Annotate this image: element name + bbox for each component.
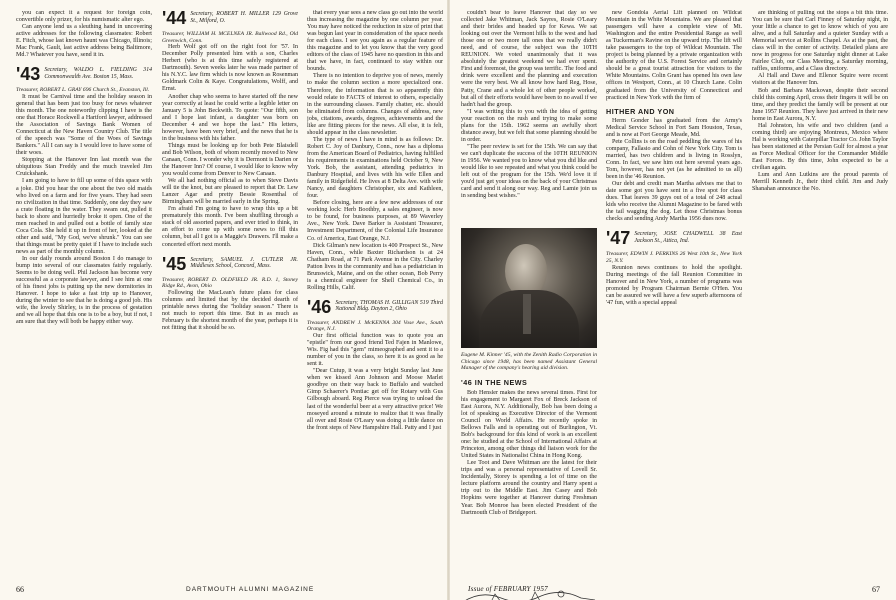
paragraph: Before closing, here are a few new addresses of our working lock: Herb Boothby, a sales engineer, is now to be found, for business purposes, at 89 Waverley Ave., New York. Dave Barker is Assistant Treasurer, Investment Department, of the Colonial Life Insurance Co. of America, East Orange, N.J. <box>307 200 443 242</box>
class-year: '45 <box>162 253 187 274</box>
paragraph: The type of news I have in mind is as follows: Dr. Robert C. Joy of Danbury, Conn., now has a diploma from the American Board of Pediatrics, having fulfilled his requirements in examinations held October 9, New York. Bob, the assistant, attending pediatrics in Danbury Hospital, and lives with his wife Ellen and family in Ridgefield. He lives at 8 Delta Ave. with wife Nancy, and daughters Christopher, six and Kathleen, four. <box>307 136 443 200</box>
paragraph: Things must be looking up for both Pete Blaisdell and Bob Wilson, both of whom recently moved to New Canaan, Conn. I wonder why it is Dermont is Darien or the Hanover Inn? Of course, I would like to know why you would come from Denver to New Canaan. <box>162 142 298 178</box>
class-year: '44 <box>162 10 187 28</box>
paragraph: Lum and Ann Lutkins are the proud parents of Merrill Kenneth Jr., their third child. Jim and Judy Shanahan announce the No. <box>752 172 888 193</box>
paragraph: Bob Hensler makes the news several times. First for his engagement to Margaret Fox of Breck Jackson of East Aurora, N.Y. Additionally, Bob has been doing a lot of speaking as Executive Director of the Vermont Council on World Affairs. He recently spoke in Bellows Falls and is operating out of Burlington, Vt. Bob's background for this kind of work is an excellent one: he studied at the School of International Affairs at Princeton, among other things did liaison work for the United States in Nationalist China in Hong Kong. <box>461 389 597 460</box>
paragraph: you can expect it a request for foreign coin, convertible only prizer, for his numismatic alter ego. <box>16 10 152 24</box>
class-secretary: Secretary, ROBERT H. MILLER 129 Grove St., Milford, O. <box>190 11 298 24</box>
class-year: '47 <box>606 228 631 249</box>
class-treasurer: Treasurer, ROBERT L. GRAY 696 Church St., Evanston, Ill. <box>16 87 150 94</box>
class-year: '43 <box>16 64 41 85</box>
paragraph: that every year sees a new class go out into the world thus increasing the magazine by one column per year. You may have noticed the reduction in size of print that was begun last year in consideration of the space needs for each class. I see you again as a regular feature of this magazine and to let you know that the very good editors of the class of 1945 have no question in this and that we have, in fact, continued to stay within our bounds. <box>307 10 443 73</box>
paragraph: There is no intention to deprive you of news, merely to make the column section a more specialized one. Therefore, the information that is so apparently thin would relate to FACTS of interest to others, especially in the surrounding classes. Family chatter, etc. should be eliminated from columns. Changes of address, new jobs, citations, awards, degrees, achievements and the like are fitting pieces for the news. All else, it is felt, should appear in the class newsletter. <box>307 73 443 136</box>
portrait-photo <box>461 228 597 348</box>
paragraph: "I was writing this to you with the idea of getting your reaction on the rush and trying to make some plans for the 15th. 1962 seems an awfully short distance away, but we felt that some planning should be in order. <box>461 108 597 143</box>
class-heading-1943 <box>16 64 152 85</box>
paragraph: Al Hall and Dave and Ellenor Squire were recent visitors at the Hanover Inn. <box>752 73 888 87</box>
class-secretary: Secretary, THOMAS H. GILLIGAN 519 Third National Bldg. Dayton 2, Ohio <box>335 299 443 313</box>
paragraph: "Dear Cutup, it was a very bright Sunday last June when we kissed Ann Johnson and Moose Marlet goodbye on their way back to Buffalo and watched Gimp Schaerer's Pontiac get off for Rotary with Gus Gilbough aboard. Reg Pierce was trying to unload the last of the wonderful beer at a very attractive price! We moseyed around a minute to realize that it was finally all over and Rosie O'Leary was doing a little dance on the front steps of New Hampshire Hall. Patty and I just <box>307 368 443 431</box>
paragraph: It must be Carnival time and the holiday season in general that has been just too busy for news whatever this month. The one noteworthy clipping I have is the one that Horace Rockwell a Hartford lawyer, addressed the Association of Savings Bank Women of Connecticut at the New Haven Country Club. The title of the speech was "Some of the Woes of Savings Bankers." All I can say is I would love to have some of their woes. <box>16 93 152 157</box>
class-treasurer: Treasurer, ANDREW J. McKENNA 304 Vose Ave., South Orange, N.J. <box>307 319 443 333</box>
paragraph: Herb Wolf got off on the right foot for '57. In December Polly presented him with a son, Charles Herbert (who is at this time safely registered at Dartmouth). Seven weeks later he was made partner of his N.Y.C. law firm which is now known as Rosenman Goldmark Colin & Kaye. Congratulations, Wolff, and Ernst. <box>162 44 298 93</box>
class-treasurer: Treasurer, EDWIN J. PERKINS 26 West 10th St., New York 25, N.Y. <box>606 251 742 264</box>
paragraph: I am going to have to fill up some of this space with a joke. Did you hear the one about the two old maids who lived on a farm and for five years. They had seen no civilization in that time. Suddenly, one day they saw a crate floating in the water. They swam out, pulled it back to shore and hurriedly broke it open. One of the men reached in and pulled out a bottle of family size Coca Cola. She held it up in front of her, looked at the other and said, "My God, we've shrunk." You can see that things must be pretty quiet if I have to include such news as part of the monthly column. <box>16 178 152 255</box>
magazine-name: DARTMOUTH ALUMNI MAGAZINE <box>186 586 315 593</box>
class-secretary: Secretary, JOSE CHADWELL 38 East Jackson St., Attica, Ind. <box>634 231 742 244</box>
class-heading-1947 <box>606 228 742 249</box>
class-heading-1945 <box>162 253 298 274</box>
paragraph: Dick Gilman's new location is 400 Prospect St., New Haven, Conn., while Baxter Richardson is at 24 Chatham Road, at 71 Park Avenue in the City. Charley Patton lives in the community and has a pediatrician in Brunswick, Maine, and on the other ocean, Bob Perry is a chemical engineer for Shell Chemical Co., in Rolling Hills, Calif. <box>307 242 443 291</box>
page-number-left: 66 <box>16 585 24 594</box>
paragraph: are thinking of pulling out the stops a bit this time. You can be sure that Carl Finney of Saturday night, in your little a chance to get to know which of you are alive, and a full Saturday and a quieter Sunday with a Memorial service at Rollins Chapel. As at the past, the class will in the center of activity. Detailed plans are now in progress for one Saturday night dinner at Lake Fairlee Club, our Class Meeting, a Saturday morning, raffles, uniforms, and a Class directory. <box>752 10 888 73</box>
class-treasurer: Treasurer, ROBERT D. OLDFIELD JR. R.D. 1, Stoney Ridge Rd., Avon, Ohio <box>162 276 298 290</box>
paragraph: new Gondola Aerial Lift planned on Wildcat Mountain in the White Mountains. We are pleased that passengers will have a complete view of Mt. Washington and the entire Presidential Range as well as Tuckerman's Ravine on the upward trip. The lift will take passengers to the top of Wildcat Mountain. The project is being planned by a private organization with the authority of the U.S. Forest Service and certainly should be a great tourist attraction for visitors to the White Mountains. Colin Grant has opened his own law offices in Westport, Conn., at 10 Church Lane. Colin graduated from the University of Connecticut and practiced in New York with the firm of <box>606 10 742 101</box>
paragraph: Our first official function was to quote you an "epistle" from our good friend Ted Fajen in Manlowe, Wis. Fig had this "gem" mimeographed and sent it to a number of you in the class, so here it is as good as he sent it. <box>307 333 443 368</box>
section-header-hither-and-yon: HITHER AND YON <box>606 106 675 116</box>
column-5 <box>606 10 742 578</box>
paragraph: Herm Gonder has graduated from the Army's Medical Service School in Fort Sam Houston, Texas, and is now at Fort George Meade, Md. <box>606 117 742 138</box>
news-body <box>461 390 597 580</box>
paragraph: Our debt and credit man Martha advises me that to date some got you have sent in a five spot for class dues. That leaves 39 guys out of a total of 248 actual kids who receive the Alumni Magazine to be fared with the tail wagging the dog. Let those Christmas bonus checks and sending Andy Martha 1956 dues now. <box>606 181 742 223</box>
column-2 <box>162 10 298 578</box>
page-gutter <box>447 0 450 600</box>
paragraph: Following the MacLean's future plans for class columns and limited that by the decided dearth of printable news during the "holiday season." There is not much to report this time. But in as much as February is the shortest month of the year, perhaps it is not fitting that it should be so. <box>162 289 298 331</box>
paragraph: We all had nothing official as to when Steve Davis will tie the knot, but are pleased to report that Dr. Lew Lanzer Agar and pretty Bessie Rosenthal of Birmingham will be married early in the Spring. <box>162 178 298 206</box>
column-1 <box>16 10 152 578</box>
paragraph: Lee Toot and Dave Whitman are the latest for their trips and was a personal representative of Lovell Sr. Incidentally, Storey is spending a lot of time on the lecture platform around the country and Harry spent a trip out to the Middle East. Jim Casey and Bob Hopkins were together at Hanover during Freshman Year. Bob Monroe has been elected President of the Dartmouth Club of Bridgeport. <box>461 460 597 516</box>
paragraph: couldn't bear to leave Hanover that day so we collected Jake Whitman, Jack Sayres, Rosie O'Leary and their brides and headed up for Kewa. We sat looking out over the Vermont hills to the west and had those one or two more tall ones that we really didn't need, and of course, the subject was the 10TH REUNION. We voted unanimously that it was absolutely the greatest weekend we had ever spent. First and foremost, the group was terrific. The food and drink were excellent and the planning and execution were the very best. We all know how hard Reg, Hose, Patty, Crane and a whole lot of other people worked, but all of their efforts would have been to no avail if we hadn't had the group. <box>461 10 597 108</box>
section-header-46-in-the-news: '46 IN THE NEWS <box>461 377 528 387</box>
page-number-right: 67 <box>872 585 880 594</box>
photo-caption: Eugene M. Kinner '45, with the Zenith Radio Corporation in Chicago since 1948, has been named Assistant General Manager of the company's hearing aid division. <box>461 352 597 372</box>
paragraph: Pete Collins is on the road peddling the wares of his company, Fallasio and Cohn of New York City. Tom is married, has two children and is living in Rosslyn, Conn. In fact, we saw him out here several years ago. Tom, however, has not yet (as he admitted to us all) been in the '46 Reunion. <box>606 138 742 181</box>
paragraph: Hal Johnston, his wife and two children (and a coming third) are enjoying Montreux, Mexico where Hal is working with Caterpillar Tractor Co. John Taylor has been stationed at the Persian Gulf for almost a year as Force Medical Officer for the Commander Middle East Forces. By this time, John expected to be a civilian again. <box>752 122 888 172</box>
class-heading-1946 <box>307 296 443 317</box>
paragraph: Another chap who seems to have started off the new year correctly at least he could write a legible letter on January 5 is John Beckwith. To quote: "Our fifth, son and I hope last infant, a daughter was born on December 4 and we hope the last." His letters, however, have been very brief, and the news that he is in the business with his father. <box>162 93 298 142</box>
class-heading-1944 <box>162 10 298 26</box>
portrait-tie <box>523 294 531 334</box>
column-3 <box>307 10 443 578</box>
class-year: '46 <box>307 296 332 317</box>
class-treasurer: Treasurer, WILLIAM H. MCELNEA JR. Ballwood Rd., Old Greenwich, Conn. <box>162 31 298 44</box>
class-secretary: Secretary, SAMUEL J. CUTLER JR. Middlesex School, Concord, Mass. <box>190 256 298 270</box>
paragraph: I'm afraid I'm going to have to wrap this up a bit prematurely this month. I've been shuffling through a stack of old assorted papers, and ever tried to think, in an effort to come up with some news to fill this column, but all I got is a Maggie's Drawers. I'll make a concerted effort next month. <box>162 206 298 248</box>
paragraph: Stopping at the Hanover Inn last month was the ubiquitous Stan Freddy and the much traveled Jim Cruickshank. <box>16 157 152 178</box>
issue-date: Issue of FEBRUARY 1957 <box>468 585 548 593</box>
paragraph: Reunion news continues to hold the spotlight. During meetings of the fall Reunion Committee in Hanover and in New York, a number of programs was promoted by Program Chairman Bernie O'Hen. You can be assured we will have a few superb afternoons of '47 fun, with a special appeal <box>606 264 742 306</box>
paragraph: Can anyone lend us a sleuthing hand in uncovering active addresses for the following classmates: Robert E. Fitch, whose last known haunt was Chicago, Illinois; Mac Frank, Gault, last active address being Baltimore, Md.? Whatever you have, send it in. <box>16 24 152 59</box>
paragraph: "The peer review is set for the 15th. We can say that we can't duplicate the success of the 10TH REUNION in 1956. We wanted you to know what you did like and would like to see repeated and what you think could be left out of the program for the 15th. We'd love it if you'd just get your ideas on the back of your Christmas card and send it along our way. Reg and Lamie join us in sending best wishes." <box>461 143 597 200</box>
class-secretary: Secretary, WALDO L. FIELDING 314 Commonwealth Ave. Boston 15, Mass. <box>44 67 152 80</box>
column-6 <box>752 10 888 578</box>
portrait-block <box>461 224 597 600</box>
paragraph: Bob and Barbara Mackovan, despite their second child this coming April, cross their fingers it will be on time, and they predict the family will be present at our June 1957 Reunion. They have just arrived in their new home in East Aurora, N.Y. <box>752 87 888 122</box>
paragraph: In our daily rounds around Boston I do manage to bump into several of our classmates fairly regularly. Seems to be doing well. Phil Jackson has become very successful as a corporate lawyer, and I see him at one of his finest jobs is putting up the new dormitories in Hanover. I hope to take a fast trip up to Hanover, during the winter to see that he is doing a good job. His wife, the lovely Shirley, is in the process of gestation and we all hope that this one is to be a boy, but if not, I am sure that they will both be happy either way. <box>16 256 152 326</box>
